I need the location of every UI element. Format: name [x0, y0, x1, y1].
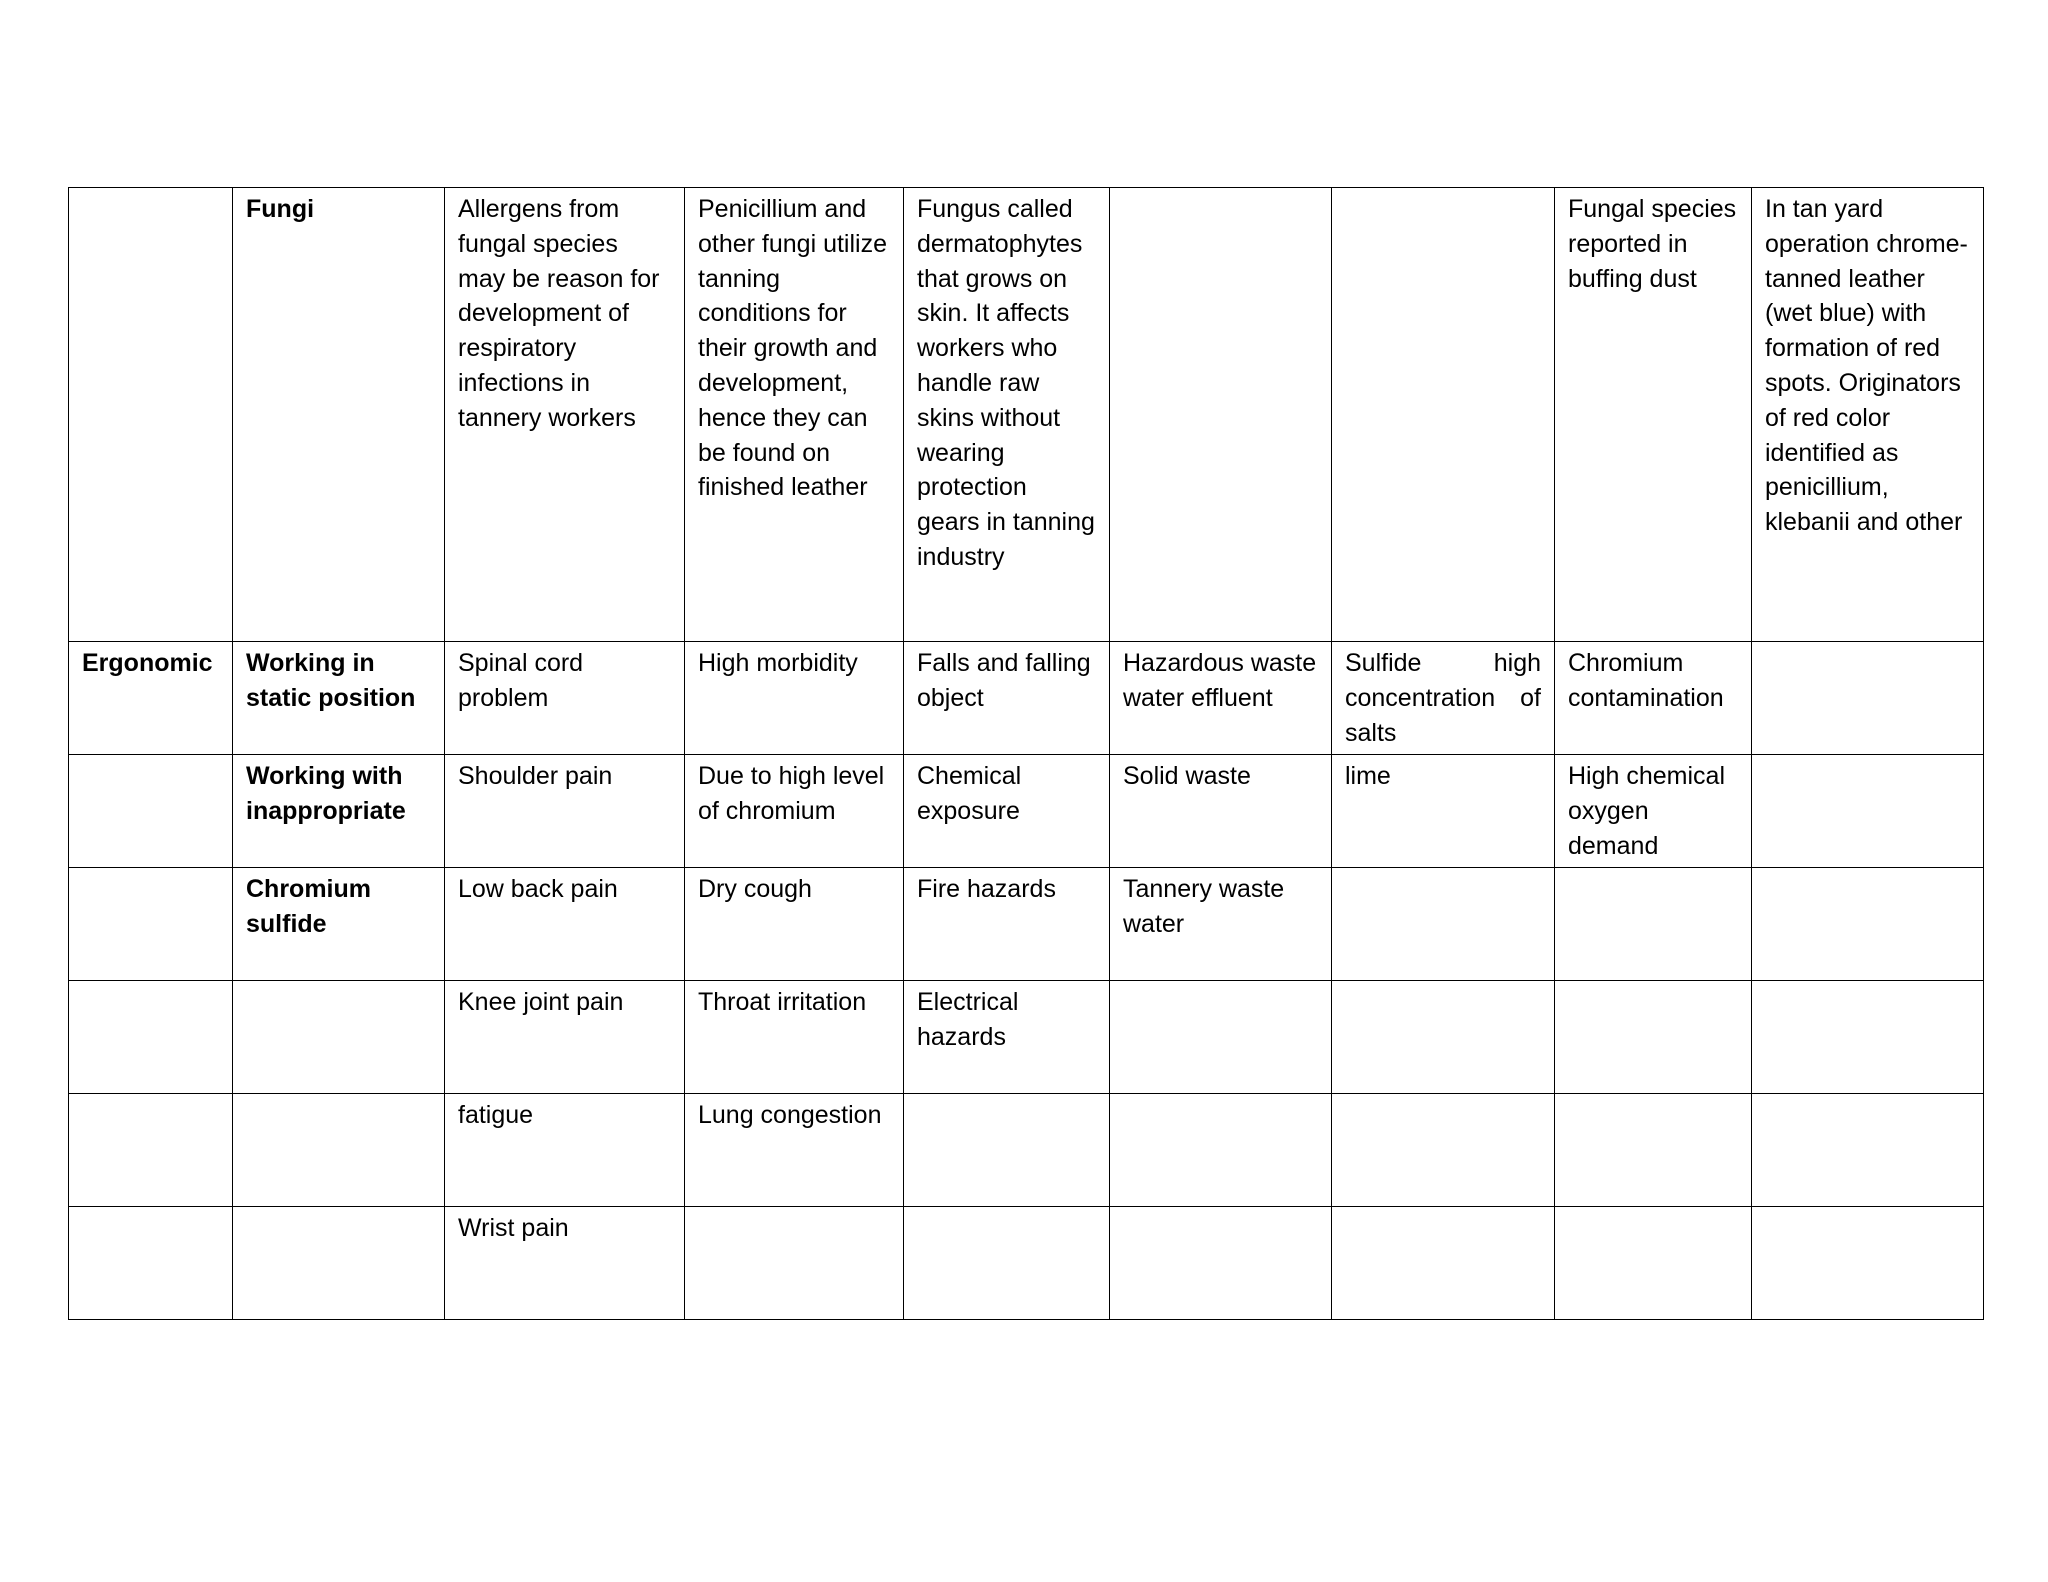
- table-cell: [1110, 981, 1332, 1094]
- category-cell: [69, 1207, 233, 1320]
- hazard-name-cell: Working in static position: [233, 642, 445, 755]
- category-cell: [69, 755, 233, 868]
- table-cell: Due to high level of chromium: [685, 755, 904, 868]
- table-cell: High morbidity: [685, 642, 904, 755]
- table-cell: [1110, 188, 1332, 642]
- table-cell: [1332, 868, 1555, 981]
- table-cell: Tannery waste water: [1110, 868, 1332, 981]
- hazard-name-cell: [233, 1207, 445, 1320]
- hazard-name-cell: Working with inappropriate: [233, 755, 445, 868]
- table-cell: [1332, 188, 1555, 642]
- table-cell: Wrist pain: [445, 1207, 685, 1320]
- table-cell: [1555, 1094, 1752, 1207]
- table-cell: [1332, 1207, 1555, 1320]
- table-cell: [1752, 868, 1984, 981]
- table-cell: Fungal species reported in buffing dust: [1555, 188, 1752, 642]
- table-cell: Spinal cord problem: [445, 642, 685, 755]
- table-cell: lime: [1332, 755, 1555, 868]
- table-cell: Chromium contamination: [1555, 642, 1752, 755]
- table-row: [69, 1207, 1984, 1320]
- table-cell: [685, 1207, 904, 1320]
- category-cell: Ergonomic: [69, 642, 233, 755]
- table-cell: [904, 1207, 1110, 1320]
- table-cell: Penicillium and other fungi utilize tanning conditions for their growth and development, hence they can be found on finished leather: [685, 188, 904, 642]
- hazard-name-cell: Chromium sulfide: [233, 868, 445, 981]
- table-cell: [1752, 981, 1984, 1094]
- table-cell: Fungus called dermatophytes that grows on skin. It affects workers who handle raw skins without wearing protection gears in tanning industry: [904, 188, 1110, 642]
- hazard-name-cell: [233, 981, 445, 1094]
- table-cell: In tan yard operation chrome-tanned leather (wet blue) with formation of red spots. Originators of red color identified as penicillium, klebanii and other: [1752, 188, 1984, 642]
- table-cell: High chemical oxygen demand: [1555, 755, 1752, 868]
- table-cell: Knee joint pain: [445, 981, 685, 1094]
- table-cell: Throat irritation: [685, 981, 904, 1094]
- table-cell: fatigue: [445, 1094, 685, 1207]
- table-cell: Hazardous waste water effluent: [1110, 642, 1332, 755]
- table-cell: [1555, 1207, 1752, 1320]
- table-row: [69, 981, 1984, 1094]
- hazard-name-cell: Fungi: [233, 188, 445, 642]
- table-row: [69, 755, 1984, 868]
- table-cell: [1752, 755, 1984, 868]
- table-row: [69, 1094, 1984, 1207]
- table-cell: Lung congestion: [685, 1094, 904, 1207]
- category-cell: [69, 188, 233, 642]
- category-cell: [69, 868, 233, 981]
- table-cell: Fire hazards: [904, 868, 1110, 981]
- table-cell: [1752, 642, 1984, 755]
- table-cell: [904, 1094, 1110, 1207]
- hazard-table: [68, 187, 1984, 1320]
- table-cell: Sulfide high concentration of salts: [1332, 642, 1555, 755]
- table-cell: [1752, 1207, 1984, 1320]
- table-cell: Electrical hazards: [904, 981, 1110, 1094]
- table-cell: [1555, 868, 1752, 981]
- table-cell: Low back pain: [445, 868, 685, 981]
- table-row: [69, 188, 1984, 642]
- table-cell: Solid waste: [1110, 755, 1332, 868]
- hazard-name-cell: [233, 1094, 445, 1207]
- table-row: [69, 868, 1984, 981]
- table-cell: [1110, 1094, 1332, 1207]
- table-row: [69, 642, 1984, 755]
- table-cell: [1332, 1094, 1555, 1207]
- category-cell: [69, 981, 233, 1094]
- table-cell: [1332, 981, 1555, 1094]
- table-cell: Falls and falling object: [904, 642, 1110, 755]
- table-cell: Dry cough: [685, 868, 904, 981]
- table-cell: [1555, 981, 1752, 1094]
- table-cell: [1110, 1207, 1332, 1320]
- table-cell: Allergens from fungal species may be reason for development of respiratory infections in tannery workers: [445, 188, 685, 642]
- table-cell: Shoulder pain: [445, 755, 685, 868]
- table-cell: [1752, 1094, 1984, 1207]
- category-cell: [69, 1094, 233, 1207]
- table-cell: Chemical exposure: [904, 755, 1110, 868]
